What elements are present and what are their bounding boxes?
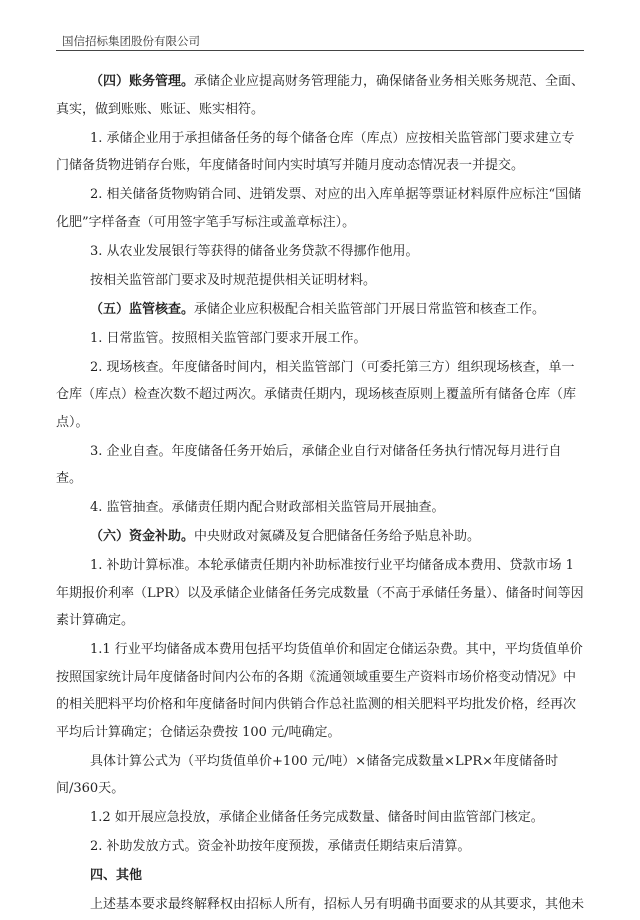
body-paragraph [56,267,585,295]
paragraph-text: 中央财政对氮磷及复合肥储备任务给予贴息补助。 [194,529,481,544]
paragraph-text: 1. 承储企业用于承担储备任务的每个储备仓库（库点）应按相关监管部门要求建立专门储备货物进销存台账，年度储备时间内实时填写并随月度动态情况表一并提交。 [56,130,575,173]
paragraph-text: 上述基本要求最终解释权由招标人所有，招标人另有明确书面要求的从其要求，其他未 [90,897,585,912]
body-paragraph [56,238,585,266]
body-paragraph [56,891,585,919]
paragraph-text: 1. 补助计算标准。本轮承储责任期内补助标准按行业平均储备成本费用、贷款市场 1 年期报价利率（LPR）以及承储企业储备任务完成数量（不高于承储任务量）、储备时间等因素计算确定。 [56,558,584,628]
section-lead: （六）资金补助。 [90,529,195,544]
paragraph-text: 1. 日常监管。按照相关监管部门要求开展工作。 [90,330,367,346]
body-paragraph [56,125,585,180]
paragraph-text: 1.2 如开展应急投放，承储企业储备任务完成数量、储备时间由监管部门核定。 [90,810,544,825]
paragraph-text: 3. 企业自查。年度储备任务开始后，承储企业自行对储备任务执行情况每月进行自查。 [56,443,562,486]
body-paragraph [56,325,585,353]
body-paragraph [56,438,585,493]
page-header [56,32,584,51]
body-paragraph [56,494,585,522]
paragraph-text: 承储企业应提高财务管理能力，确保储备业务相关账务规范、全面、真实，做到账账、账证、账实相符。 [56,74,585,117]
paragraph-text: 按相关监管部门要求及时规范提供相关证明材料。 [90,272,377,288]
paragraph-text: 2. 现场核查。年度储备时间内，相关监管部门（可委托第三方）组织现场核查，单一仓库（库点）检查次数不超过两次。承储责任期内，现场核查原则上覆盖所有储备仓库（库点）。 [56,359,577,430]
section-lead: （五）监管核查。 [90,301,195,317]
paragraph-text: 承储企业应积极配合相关监管部门开展日常监管和核查工作。 [194,301,546,317]
paragraph-text: 2. 补助发放方式。资金补助按年度预拨，承储责任期结束后清算。 [90,839,471,854]
body-paragraph [56,354,585,437]
paragraph-text: 3. 从农业发展银行等获得的储备业务贷款不得挪作他用。 [90,243,419,259]
header-company-name: 国信招标集团股份有限公司 [62,34,200,48]
paragraph-text: 4. 监管抽查。承储责任期内配合财政部相关监管局开展抽查。 [90,500,445,515]
document-body [56,68,585,920]
paragraph-text: 2. 相关储备货物购销合同、进销发票、对应的出入库单据等票证材料原件应标注“国储化肥”字样备查（可用签字笔手写标注或盖章标注）。 [56,187,582,230]
section-heading-paragraph [56,862,585,890]
body-paragraph [56,181,585,236]
section-heading-paragraph [56,68,585,123]
body-paragraph [56,748,585,803]
section-heading-paragraph [56,296,585,324]
section-lead: 四、其他 [90,868,143,883]
body-paragraph [56,552,585,635]
section-lead: （四）账务管理。 [90,74,195,89]
body-paragraph [56,636,585,746]
section-heading-paragraph [56,523,585,551]
paragraph-text: 1.1 行业平均储备成本费用包括平均货值单价和固定仓储运杂费。其中，平均货值单价按照国家统计局年度储备时间内公布的各期《流通领域重要生产资料市场价格变动情况》中的相关肥料平均价格和年度储备时间内供销合作总社监测的相关肥料平均批发价格，经再次平均后计算确定；仓储运杂费按 100 元/吨确定。 [56,642,583,740]
body-paragraph [56,833,585,861]
paragraph-text: 具体计算公式为（平均货值单价+100 元/吨）×储备完成数量×LPR×年度储备时间/360天。 [56,753,559,796]
body-paragraph [56,804,585,832]
